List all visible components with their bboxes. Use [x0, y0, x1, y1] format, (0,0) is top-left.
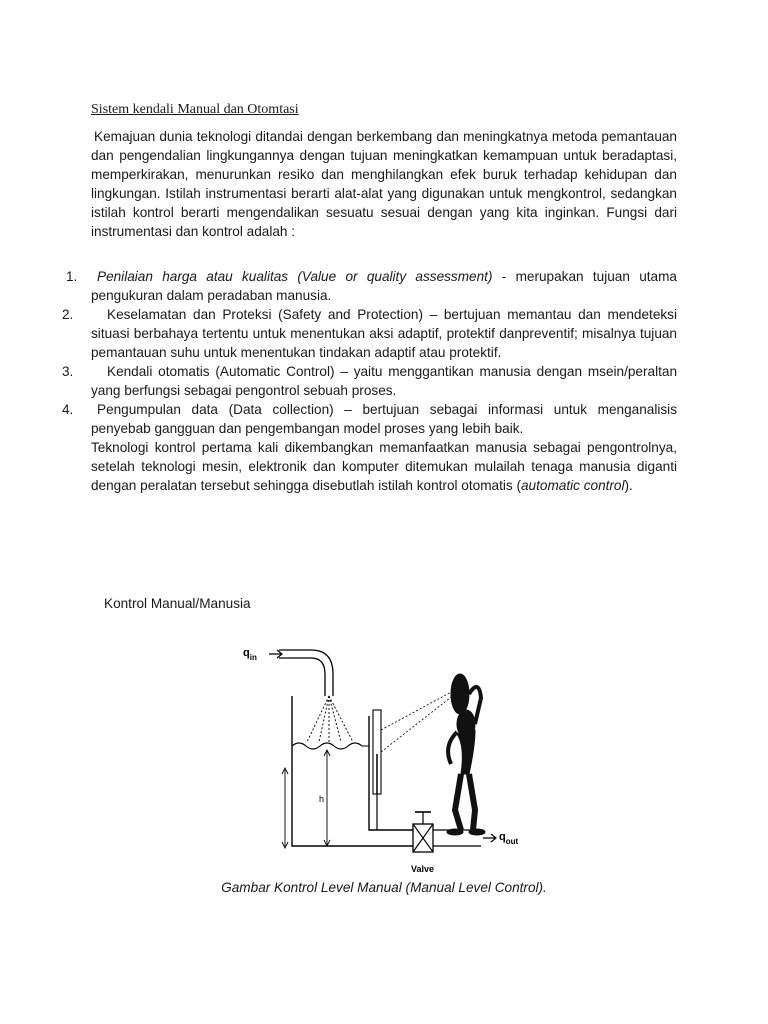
list-item-number: 1. [66, 269, 78, 284]
section-heading: Kontrol Manual/Manusia [104, 596, 251, 611]
list-item-text: - merupakan tujuan utama pengukuran dalam peradaban manusia. [91, 269, 677, 303]
list-item-number: 2. [62, 307, 74, 322]
list-item [0, 267, 768, 305]
second-paragraph-end: ). [624, 478, 633, 493]
list-item [0, 400, 768, 438]
height-label: h [319, 794, 325, 804]
inflow-label: $q_{in}$ [243, 647, 257, 662]
intro-paragraph: Kemajuan dunia teknologi ditandai dengan berkembang dan meningkatnya metoda pemantauan dan pengendalian lingkungannya dengan tujuan meningkatkan kemampuan untuk beradaptasi, memperkirakan, menurunkan resiko dan menghilangkan efek buruk terhadap kehidupan dan lingkungan. Istilah instrumentasi berarti alat-alat yang digunakan untuk mengkontrol, sedangkan istilah kontrol berarti mengendalikan sesuatu sesuai dengan yang kita inginkan. Fungsi dari instrumentasi dan kontrol adalah : [91, 129, 677, 239]
valve-label: Valve [411, 864, 435, 874]
document-title: Sistem kendali Manual dan Otomtasi [91, 102, 299, 117]
figure-diagram [229, 634, 533, 876]
list-item-lead: Penilaian harga atau kualitas (Value or quality assessment) [97, 269, 493, 284]
list-item-text: Kendali otomatis (Automatic Control) – yaitu menggantikan manusia dengan msein/peraltan yang berfungsi sebagai pengontrol sebuah proses. [91, 364, 677, 398]
figure-caption: Gambar Kontrol Level Manual (Manual Level Control). [221, 880, 547, 895]
list-item [0, 362, 768, 400]
second-paragraph-text: Teknologi kontrol pertama kali dikembangkan memanfaatkan manusia sebagai pengontrolnya, setelah teknologi mesin, elektronik dan komputer ditemukan mulailah tenaga manusia diganti dengan peralatan tersebut sehingga disebutlah istilah kontrol otomatis ( [91, 440, 677, 493]
list-item-text: Keselamatan dan Proteksi (Safety and Protection) – bertujuan memantau dan mendeteksi situasi berbahaya tertentu untuk menentukan aksi adaptif, protektif danpreventif; misalnya tujuan pemantauan suhu untuk menentukan tindakan adaptif atau protektif. [91, 307, 677, 360]
second-paragraph [91, 438, 677, 495]
manual-level-control-figure [229, 634, 533, 876]
outflow-label: $q_{out}$ [499, 831, 519, 846]
list-item [0, 305, 768, 362]
list-item-number: 4. [62, 402, 74, 417]
function-list [0, 267, 768, 495]
list-item-number: 3. [62, 364, 74, 379]
second-paragraph-italic: automatic control [521, 478, 625, 493]
list-item-text: Pengumpulan data (Data collection) – bertujuan sebagai informasi untuk menganalisis penyebab gangguan dan pengembangan model proses yang lebih baik. [91, 402, 677, 436]
